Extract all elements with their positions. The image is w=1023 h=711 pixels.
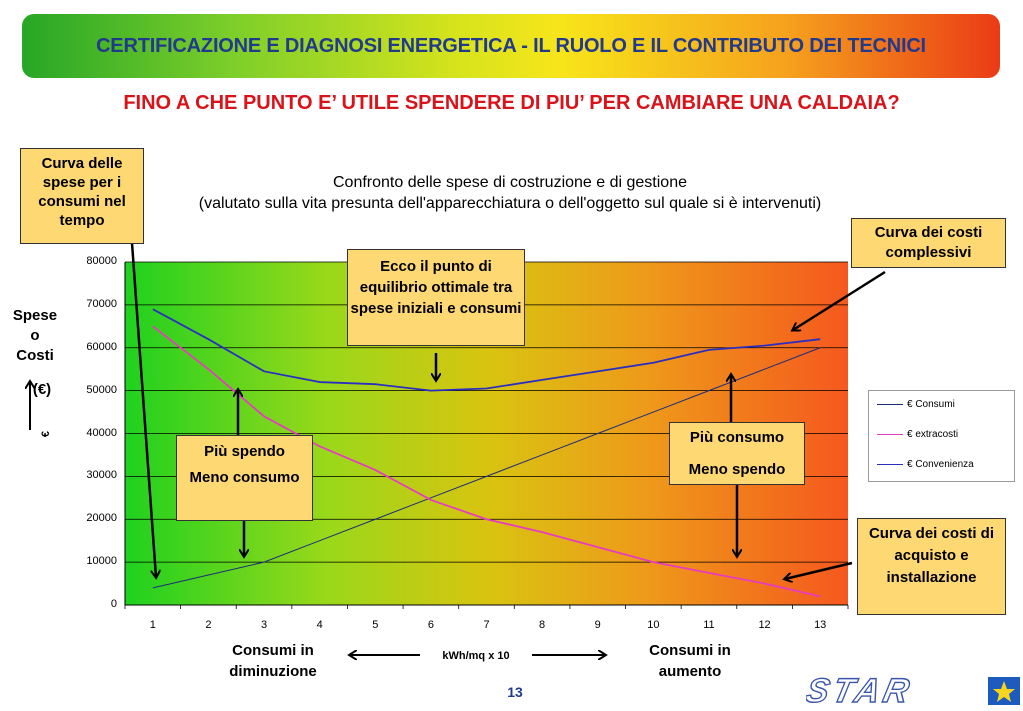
y-axis-title-line2: o [30,327,40,344]
x-axis-title: kWh/mq x 10 [442,650,510,662]
y-tick-label: 80000 [86,255,117,267]
y-tick-label: 20000 [86,512,117,525]
x-tick-label: 5 [372,619,379,631]
y-axis-euro-label: € [40,430,52,438]
y-tick-label: 70000 [86,297,117,310]
banner-title: CERTIFICAZIONE E DIAGNOSI ENERGETICA - IL RUOLO E IL CONTRIBUTO DEI TECNICI [96,35,926,57]
x-tick-label: 3 [260,619,268,631]
callout-spend-more-line1: Più spendo [204,443,285,460]
y-tick-label: 40000 [86,426,117,439]
legend-label-convenienza: € Convenienza [907,459,974,470]
legend-line-extracosti [877,434,903,435]
x-tick-label: 10 [647,619,660,631]
star-logo-graphic [806,674,986,706]
slide-subtitle: FINO A CHE PUNTO E’ UTILE SPENDERE DI PIU’ PER CAMBIARE UNA CALDAIA? [123,92,900,114]
legend-item-consumi [877,399,955,410]
y-axis-unit: (€) [32,381,52,398]
x-tick-label: 8 [539,619,546,631]
label-consumi-diminuzione: Consumi in diminuzione [229,642,317,680]
legend-line-consumi [877,404,903,405]
callout-time-curve: Curva delle spese per i consumi nel tempo [20,148,144,244]
chart-title: Confronto delle spese di costruzione e di gestione [333,174,687,191]
x-tick-label: 4 [316,619,323,631]
y-axis-title-line1: Spese [12,307,58,324]
callout-equilibrium: Ecco il punto di equilibrio ottimale tra spese iniziali e consumi [347,249,525,346]
page-number: 13 [507,684,523,700]
chart-subtitle: (valutato sulla vita presunta dell'apparecchiatura o dell'oggetto sul quale si è intervenuti) [198,195,822,212]
y-tick-label: 30000 [86,469,117,482]
x-tick-label: 2 [205,619,212,631]
callout-spend-more-line2: Meno consumo [189,469,300,486]
legend-line-convenienza [877,464,903,465]
y-axis-title [6,306,64,366]
x-tick-label: 11 [703,619,715,631]
y-tick-label: 60000 [86,340,117,353]
y-tick-label: 10000 [86,555,117,568]
svg-text:STAR: STAR [806,674,917,706]
x-tick-label: 6 [427,619,434,631]
callout-total-curve: Curva dei costi complessivi [851,218,1006,268]
x-tick-label: 9 [594,619,601,631]
y-axis-title-line3: Costi [16,347,54,364]
legend-item-extracosti [877,429,958,440]
y-tick-label: 0 [110,598,117,610]
label-consumi-aumento: Consumi in aumento [649,642,731,680]
x-tick-label: 12 [758,619,771,631]
eu-flag-icon [988,677,1020,705]
legend-label-extracosti: € extracosti [907,429,959,440]
callout-purchase-curve: Curva dei costi di acquisto e installazione [857,518,1006,615]
x-tick-label: 13 [814,619,827,631]
x-tick-label: 7 [483,619,490,631]
chart-legend [868,390,1015,482]
legend-label-consumi: € Consumi [907,399,955,410]
callout-consume-more-line2: Meno spendo [688,461,786,478]
callout-spend-more [176,435,313,521]
x-tick-label: 1 [149,619,156,631]
legend-item-convenienza [877,459,974,470]
callout-consume-more [669,422,805,485]
star-logo [806,674,986,706]
y-tick-label: 50000 [86,383,117,396]
callout-consume-more-line1: Più consumo [689,429,785,446]
